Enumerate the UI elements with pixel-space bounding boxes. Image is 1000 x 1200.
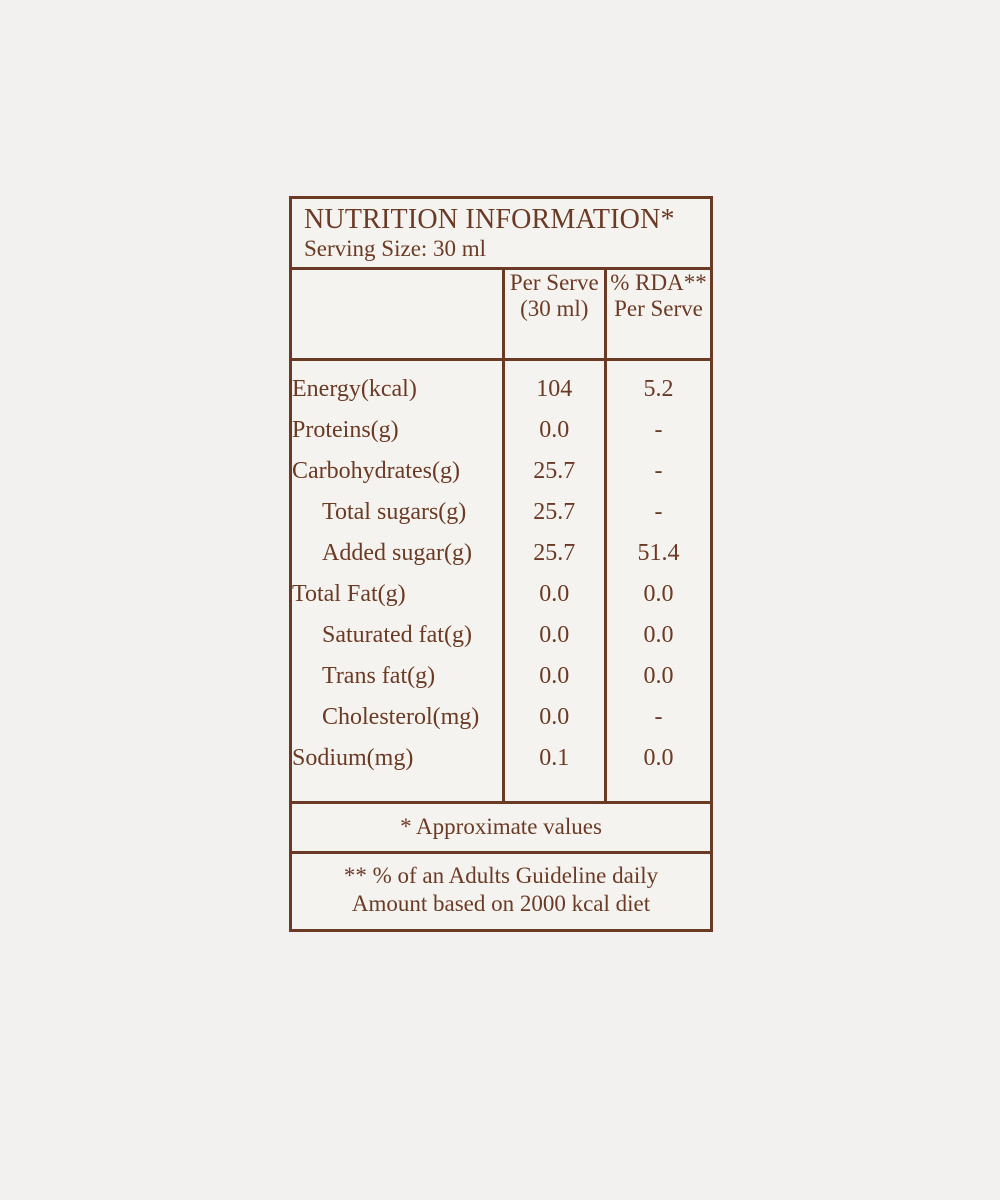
nutrient-per-serve: 25.7 — [503, 541, 605, 582]
table-spacer-top — [292, 360, 710, 378]
table-row — [292, 541, 710, 582]
nutrition-table — [292, 270, 710, 804]
column-header-per-serve-line2: (30 ml) — [520, 296, 589, 322]
panel-header — [292, 199, 710, 270]
table-row — [292, 500, 710, 541]
table-header-row — [292, 270, 710, 360]
nutrient-name: Proteins(g) — [292, 417, 399, 444]
nutrient-rda: 0.0 — [605, 623, 710, 664]
nutrient-per-serve: 0.0 — [503, 418, 605, 459]
nutrient-per-serve: 0.0 — [503, 623, 605, 664]
table-row — [292, 418, 710, 459]
nutrient-rda: - — [605, 459, 710, 500]
nutrient-per-serve: 0.1 — [503, 746, 605, 787]
nutrient-name: Total Fat(g) — [292, 581, 406, 608]
nutrient-rda: 0.0 — [605, 746, 710, 787]
spacer-cell-rda — [605, 360, 710, 378]
nutrient-per-serve: 0.0 — [503, 705, 605, 746]
footnote-approximate-values: * Approximate values — [292, 804, 710, 854]
spacer-cell-serve-bottom — [503, 787, 605, 803]
nutrient-per-serve: 0.0 — [503, 582, 605, 623]
footnote-rda-basis-line2: Amount based on 2000 kcal diet — [351, 890, 651, 916]
nutrient-name: Added sugar(g) — [322, 540, 472, 567]
nutrient-rda: - — [605, 500, 710, 541]
nutrient-rda: - — [605, 705, 710, 746]
spacer-cell-name — [292, 360, 503, 378]
nutrient-rda: 5.2 — [605, 377, 710, 418]
spacer-cell-serve — [503, 360, 605, 378]
nutrient-name: Saturated fat(g) — [322, 622, 472, 649]
column-header-rda — [605, 270, 710, 360]
nutrient-rda: 51.4 — [605, 541, 710, 582]
column-header-rda-line1: % RDA** — [610, 270, 707, 296]
column-header-per-serve-line1: Per Serve — [509, 270, 599, 296]
serving-size-text: Serving Size: 30 ml — [304, 235, 487, 261]
nutrient-per-serve: 25.7 — [503, 459, 605, 500]
table-row — [292, 377, 710, 418]
nutrient-per-serve: 0.0 — [503, 664, 605, 705]
nutrient-name: Sodium(mg) — [292, 745, 414, 772]
footnote-rda-basis — [292, 854, 710, 929]
nutrient-rda: 0.0 — [605, 582, 710, 623]
table-row — [292, 582, 710, 623]
table-row — [292, 705, 710, 746]
nutrient-rda: - — [605, 418, 710, 459]
table-row — [292, 623, 710, 664]
page-title: NUTRITION INFORMATION* — [304, 204, 675, 235]
table-row — [292, 746, 710, 787]
nutrient-name: Carbohydrates(g) — [292, 458, 460, 485]
footnote-rda-basis-line1: ** % of an Adults Guideline daily — [343, 863, 659, 889]
column-header-per-serve — [503, 270, 605, 360]
spacer-cell-name-bottom — [292, 787, 503, 803]
table-spacer-bottom — [292, 787, 710, 803]
spacer-cell-rda-bottom — [605, 787, 710, 803]
nutrient-rda: 0.0 — [605, 664, 710, 705]
table-row — [292, 459, 710, 500]
column-header-rda-line2: Per Serve — [614, 296, 703, 322]
nutrient-name: Trans fat(g) — [322, 663, 436, 690]
nutrient-per-serve: 25.7 — [503, 500, 605, 541]
nutrition-information-panel — [289, 196, 713, 932]
table-row — [292, 664, 710, 705]
nutrient-name: Energy(kcal) — [292, 376, 417, 403]
column-header-nutrient — [292, 270, 503, 360]
nutrient-name: Total sugars(g) — [322, 499, 467, 526]
nutrient-per-serve: 104 — [503, 377, 605, 418]
nutrient-name: Cholesterol(mg) — [322, 704, 480, 731]
